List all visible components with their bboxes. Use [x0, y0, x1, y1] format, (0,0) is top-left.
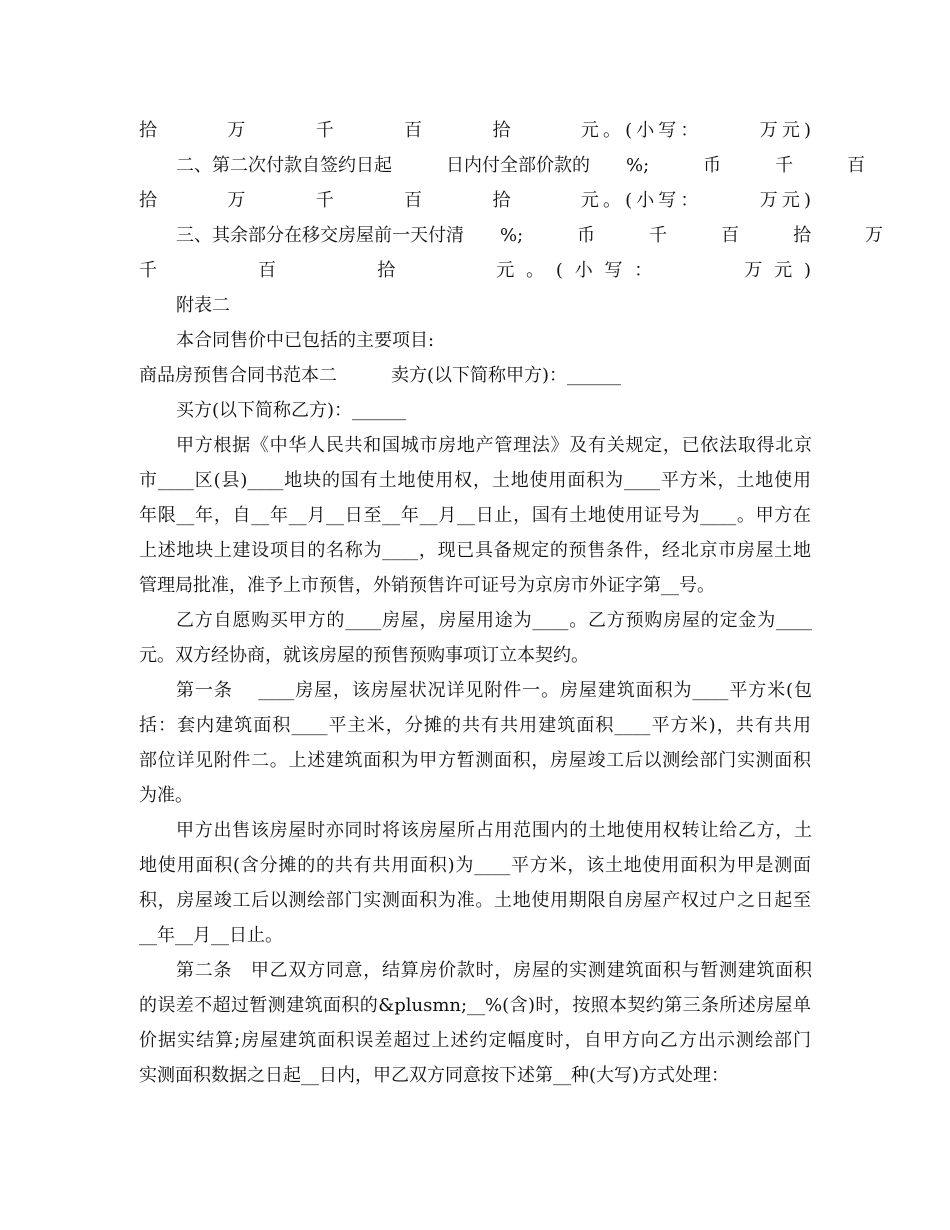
text-line: 地使用面积(含分摊的的共有共用面积)为____平方米，该土地使用面积为甲是测面 [139, 855, 811, 876]
document-title-line: 商品房预售合同书范本二 卖方(以下简称甲方)：______ [139, 365, 622, 386]
text-line: 拾 万 千 百 拾 元。(小写： 万元) [139, 120, 811, 141]
text-line: 市____区(县)____地块的国有土地使用权，土地使用面积为____平方米，土地使用 [139, 470, 811, 491]
text-line: 买方(以下简称乙方)：______ [176, 400, 407, 421]
section-heading: 附表二 [176, 295, 230, 316]
text-line: 千 百 拾 元。(小写： 万元) [139, 260, 811, 281]
text-line: 积，房屋竣工后以测绘部门实测面积为准。土地使用期限自房屋产权过户之日起至 [139, 890, 811, 911]
text-line: 三、其余部分在移交房屋前一天付清 %; 币 千 百 拾 万 [176, 225, 884, 246]
text-line: 为准。 [139, 785, 193, 806]
text-line: 甲方出售该房屋时亦同时将该房屋所占用范围内的土地使用权转让给乙方，土 [176, 820, 812, 841]
text-line: 实测面积数据之日起__日内，甲乙双方同意按下述第__种(大写)方式处理： [139, 1065, 730, 1086]
text-line: 元。双方经协商，就该房屋的预售预购事项订立本契约。 [139, 645, 589, 666]
text-line: 甲方根据《中华人民共和国城市房地产管理法》及有关规定，已依法取得北京 [176, 435, 812, 456]
text-line: 拾 万 千 百 拾 元。(小写： 万元) [139, 190, 811, 211]
article-line: 第二条 甲乙双方同意，结算房价款时，房屋的实测建筑面积与暂测建筑面积 [176, 960, 812, 981]
text-line: __年__月__日止。 [139, 925, 283, 946]
text-line: 管理局批准，准予上市预售，外销预售许可证号为京房市外证字第__号。 [139, 575, 715, 596]
text-line: 年限__年，自__年__月__日至__年__月__日止，国有土地使用证号为____。甲方在 [139, 505, 811, 526]
text-line: 上述地块上建设项目的名称为____，现已具备规定的预售条件，经北京市房屋土地 [139, 540, 811, 561]
text-line: 括：套内建筑面积____平主米，分摊的共有共用建筑面积____平方米)，共有共用 [139, 715, 811, 736]
text-line: 乙方自愿购买甲方的____房屋，房屋用途为____。乙方预购房屋的定金为____ [176, 610, 812, 631]
text-line: 的误差不超过暂测建筑面积的&plusmn;__%(含)时，按照本契约第三条所述房屋单 [139, 995, 811, 1016]
text-line: 二、第二次付款自签约日起 日内付全部价款的 %; 币 千 百 [176, 155, 866, 176]
text-line: 部位详见附件二。上述建筑面积为甲方暂测面积，房屋竣工后以测绘部门实测面积 [139, 750, 811, 771]
text-line: 本合同售价中已包括的主要项目: [176, 330, 435, 351]
text-line: 价据实结算;房屋建筑面积误差超过上述约定幅度时，自甲方向乙方出示测绘部门 [139, 1030, 811, 1051]
article-line: 第一条 ____房屋，该房屋状况详见附件一。房屋建筑面积为____平方米(包 [176, 680, 812, 701]
